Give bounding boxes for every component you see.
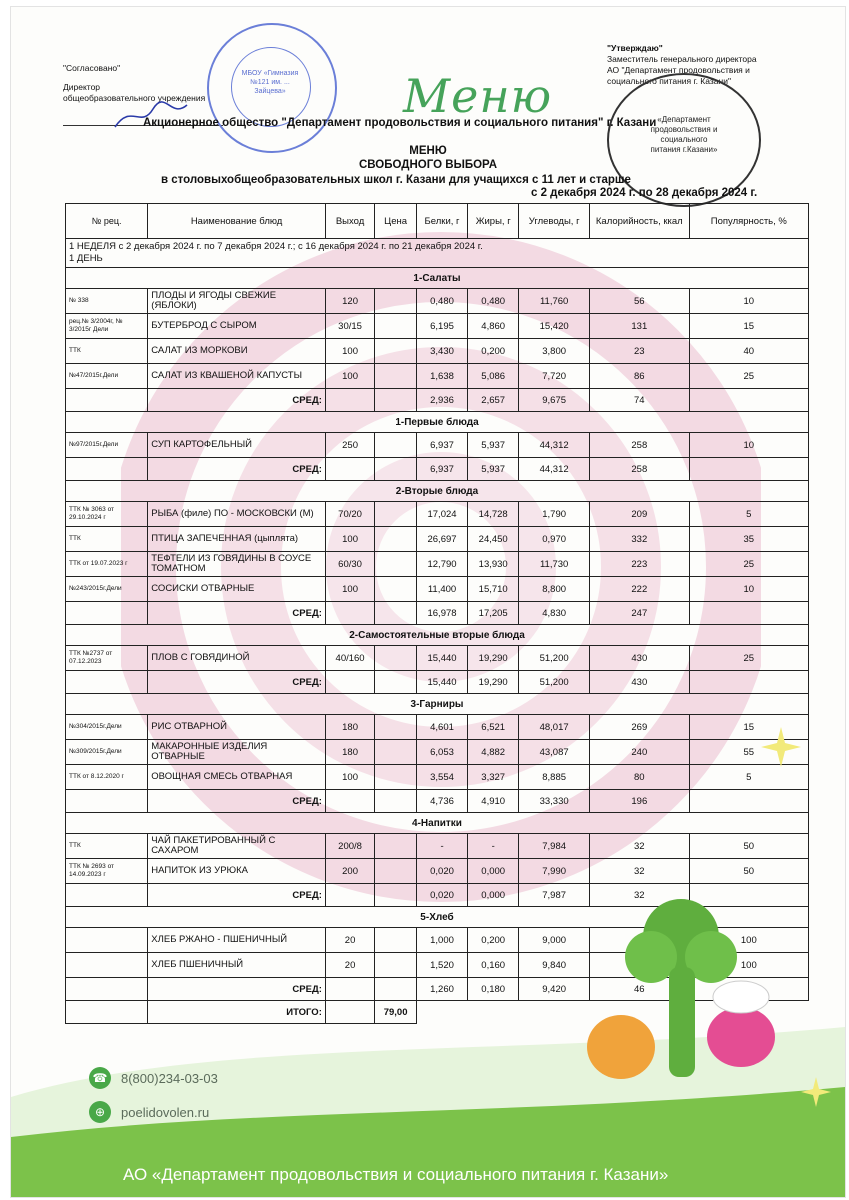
doc-period: с 2 декабря 2024 г. по 28 декабря 2024 г. <box>531 187 758 199</box>
approval-right-line2: Заместитель генерального директора <box>607 54 757 64</box>
dish-name-cell: САЛАТ ИЗ КВАШЕНОЙ КАПУСТЫ <box>148 364 326 389</box>
avg-carbs-cell: 33,330 <box>519 790 590 813</box>
doc-title: МЕНЮ <box>409 145 447 157</box>
table-row <box>66 433 809 458</box>
avg-empty-cell <box>325 671 374 694</box>
avg-label-cell: СРЕД: <box>148 458 326 481</box>
table-row <box>66 859 809 884</box>
price-cell <box>375 314 417 339</box>
carbs-cell: 1,790 <box>519 502 590 527</box>
calories-cell: 332 <box>589 527 689 552</box>
avg-label-cell: СРЕД: <box>148 389 326 412</box>
avg-carbs-cell: 9,675 <box>519 389 590 412</box>
approval-left-line1: "Согласовано" <box>63 63 121 73</box>
col-carbs: Углеводы, г <box>519 204 590 239</box>
table-row <box>66 552 809 577</box>
avg-protein-cell: 0,020 <box>416 884 467 907</box>
avg-empty-cell <box>689 671 808 694</box>
output-cell: 40/160 <box>325 646 374 671</box>
col-name: Наименование блюд <box>148 204 326 239</box>
avg-carbs-cell: 51,200 <box>519 671 590 694</box>
carbs-cell: 7,720 <box>519 364 590 389</box>
approval-right-line1: "Утверждаю" <box>607 43 663 53</box>
output-cell: 100 <box>325 765 374 790</box>
price-cell <box>375 928 417 953</box>
table-row <box>66 364 809 389</box>
recipe-number-cell: ТТК <box>66 834 148 859</box>
price-cell <box>375 953 417 978</box>
table-row <box>66 502 809 527</box>
popularity-cell: 15 <box>689 715 808 740</box>
col-output: Выход <box>325 204 374 239</box>
calories-cell: 258 <box>589 433 689 458</box>
calories-cell: 240 <box>589 740 689 765</box>
col-calories: Калорийность, ккал <box>589 204 689 239</box>
avg-fat-cell: 4,910 <box>468 790 519 813</box>
dish-name-cell: ПТИЦА ЗАПЕЧЕННАЯ (цыплята) <box>148 527 326 552</box>
avg-empty-cell <box>325 389 374 412</box>
dish-name-cell: ОВОЩНАЯ СМЕСЬ ОТВАРНАЯ <box>148 765 326 790</box>
section-header-row <box>66 625 809 646</box>
price-cell <box>375 834 417 859</box>
price-cell <box>375 715 417 740</box>
table-row <box>66 740 809 765</box>
dish-name-cell: РЫБА (филе) ПО - МОСКОВСКИ (М) <box>148 502 326 527</box>
calories-cell: 23 <box>589 339 689 364</box>
total-value-cell: 79,00 <box>375 1001 417 1024</box>
protein-cell: 26,697 <box>416 527 467 552</box>
recipe-number-cell: №97/2015г.Дели <box>66 433 148 458</box>
avg-carbs-cell: 44,312 <box>519 458 590 481</box>
section-header-row <box>66 412 809 433</box>
menu-logo: Меню <box>403 69 553 123</box>
dish-name-cell: СУП КАРТОФЕЛЬНЫЙ <box>148 433 326 458</box>
popularity-cell: 10 <box>689 433 808 458</box>
avg-calories-cell: 258 <box>589 458 689 481</box>
approval-left <box>63 63 205 104</box>
output-cell: 100 <box>325 577 374 602</box>
price-cell <box>375 502 417 527</box>
output-cell: 200/8 <box>325 834 374 859</box>
avg-empty-cell <box>375 790 417 813</box>
popularity-cell: 10 <box>689 577 808 602</box>
protein-cell: 0,480 <box>416 289 467 314</box>
popularity-cell: 50 <box>689 834 808 859</box>
price-cell <box>375 577 417 602</box>
table-row <box>66 646 809 671</box>
price-cell <box>375 339 417 364</box>
protein-cell: 0,020 <box>416 859 467 884</box>
avg-empty-cell <box>325 458 374 481</box>
popularity-cell: 100 <box>689 928 808 953</box>
globe-icon: ⊕ <box>89 1101 111 1123</box>
fat-cell: 0,480 <box>468 289 519 314</box>
website-contact[interactable] <box>89 1101 209 1123</box>
calories-cell: 223 <box>589 552 689 577</box>
average-row <box>66 671 809 694</box>
menu-document <box>10 6 846 1198</box>
output-cell: 100 <box>325 527 374 552</box>
fat-cell: 0,160 <box>468 953 519 978</box>
fat-cell: 0,200 <box>468 339 519 364</box>
fat-cell: 6,521 <box>468 715 519 740</box>
calories-cell: 222 <box>589 577 689 602</box>
avg-calories-cell: 74 <box>589 389 689 412</box>
dish-name-cell: СОСИСКИ ОТВАРНЫЕ <box>148 577 326 602</box>
average-row <box>66 602 809 625</box>
fat-cell: 5,937 <box>468 433 519 458</box>
carbs-cell: 48,017 <box>519 715 590 740</box>
avg-label-cell: СРЕД: <box>148 602 326 625</box>
avg-label-cell: СРЕД: <box>148 790 326 813</box>
section-title: 1-Салаты <box>66 268 809 289</box>
average-row <box>66 790 809 813</box>
carbs-cell: 9,000 <box>519 928 590 953</box>
carbs-cell: 51,200 <box>519 646 590 671</box>
popularity-cell: 25 <box>689 552 808 577</box>
dish-name-cell: ПЛОДЫ И ЯГОДЫ СВЕЖИЕ (ЯБЛОКИ) <box>148 289 326 314</box>
recipe-number-cell: №304/2015г.Дели <box>66 715 148 740</box>
avg-protein-cell: 6,937 <box>416 458 467 481</box>
section-title: 4-Напитки <box>66 813 809 834</box>
protein-cell: 3,554 <box>416 765 467 790</box>
carbs-cell: 7,990 <box>519 859 590 884</box>
carbs-cell: 3,800 <box>519 339 590 364</box>
carbs-cell: 9,840 <box>519 953 590 978</box>
carbs-cell: 15,420 <box>519 314 590 339</box>
avg-fat-cell: 17,205 <box>468 602 519 625</box>
avg-empty-cell <box>689 790 808 813</box>
avg-protein-cell: 1,260 <box>416 978 467 1001</box>
popularity-cell: 100 <box>689 953 808 978</box>
recipe-number-cell: ТТК от 8.12.2020 г <box>66 765 148 790</box>
avg-empty-cell <box>689 458 808 481</box>
avg-label-cell: СРЕД: <box>148 978 326 1001</box>
carbs-cell: 8,800 <box>519 577 590 602</box>
avg-carbs-cell: 9,420 <box>519 978 590 1001</box>
fat-cell: 5,086 <box>468 364 519 389</box>
phone-contact[interactable] <box>89 1067 218 1089</box>
average-row <box>66 458 809 481</box>
organization-title: Акционерное общество "Департамент продовольствия и социального питания" г. Казани <box>143 117 657 129</box>
avg-carbs-cell: 4,830 <box>519 602 590 625</box>
avg-protein-cell: 15,440 <box>416 671 467 694</box>
avg-empty-cell <box>325 602 374 625</box>
avg-calories-cell: 430 <box>589 671 689 694</box>
price-cell <box>375 527 417 552</box>
output-cell: 30/15 <box>325 314 374 339</box>
avg-empty-cell <box>66 790 148 813</box>
carbs-cell: 11,760 <box>519 289 590 314</box>
recipe-number-cell: №243/2015г.Дели <box>66 577 148 602</box>
sparkle-icon <box>761 727 801 767</box>
section-title: 3-Гарниры <box>66 694 809 715</box>
fat-cell: - <box>468 834 519 859</box>
avg-empty-cell <box>66 671 148 694</box>
popularity-cell: 35 <box>689 527 808 552</box>
col-popularity: Популярность, % <box>689 204 808 239</box>
table-row <box>66 715 809 740</box>
dish-name-cell: БУТЕРБРОД С СЫРОМ <box>148 314 326 339</box>
popularity-cell: 10 <box>689 289 808 314</box>
table-row <box>66 577 809 602</box>
col-rec: № рец. <box>66 204 148 239</box>
avg-carbs-cell: 7,987 <box>519 884 590 907</box>
avg-empty-cell <box>375 602 417 625</box>
price-cell <box>375 289 417 314</box>
avg-empty-cell <box>375 458 417 481</box>
popularity-cell: 5 <box>689 765 808 790</box>
calories-cell: 32 <box>589 859 689 884</box>
output-cell: 70/20 <box>325 502 374 527</box>
website-link: poelidovolen.ru <box>121 1104 210 1120</box>
recipe-number-cell: ТТК №2737 от 07.12.2023 <box>66 646 148 671</box>
avg-empty-cell <box>375 671 417 694</box>
carbs-cell: 44,312 <box>519 433 590 458</box>
avg-empty-cell <box>375 884 417 907</box>
fat-cell: 15,710 <box>468 577 519 602</box>
avg-calories-cell: 247 <box>589 602 689 625</box>
section-title: 5-Хлеб <box>66 907 809 928</box>
section-title: 2-Вторые блюда <box>66 481 809 502</box>
output-cell: 120 <box>325 289 374 314</box>
calories-cell: 430 <box>589 646 689 671</box>
output-cell: 20 <box>325 928 374 953</box>
dish-name-cell: НАПИТОК ИЗ УРЮКА <box>148 859 326 884</box>
carbs-cell: 8,885 <box>519 765 590 790</box>
price-cell <box>375 364 417 389</box>
table-header-row <box>66 204 809 239</box>
fat-cell: 13,930 <box>468 552 519 577</box>
avg-fat-cell: 2,657 <box>468 389 519 412</box>
output-cell: 180 <box>325 715 374 740</box>
protein-cell: 6,053 <box>416 740 467 765</box>
avg-calories-cell: 46 <box>589 978 689 1001</box>
popularity-cell: 5 <box>689 502 808 527</box>
avg-empty-cell <box>375 389 417 412</box>
avg-empty-cell <box>689 389 808 412</box>
calories-cell: 86 <box>589 364 689 389</box>
avg-protein-cell: 4,736 <box>416 790 467 813</box>
week-cell <box>66 239 809 268</box>
protein-cell: 4,601 <box>416 715 467 740</box>
recipe-number-cell: ТТК № 3063 от 29.10.2024 г <box>66 502 148 527</box>
total-label-cell: ИТОГО: <box>148 1001 326 1024</box>
protein-cell: 11,400 <box>416 577 467 602</box>
section-title: 2-Самостоятельные вторые блюда <box>66 625 809 646</box>
section-header-row <box>66 268 809 289</box>
avg-empty-cell <box>66 458 148 481</box>
fat-cell: 24,450 <box>468 527 519 552</box>
approval-left-line3: общеобразовательного учреждения <box>63 93 206 103</box>
table-row <box>66 765 809 790</box>
recipe-number-cell: ТТК <box>66 527 148 552</box>
dish-name-cell: САЛАТ ИЗ МОРКОВИ <box>148 339 326 364</box>
calories-cell: 56 <box>589 289 689 314</box>
recipe-number-cell: ТТК от 19.07.2023 г <box>66 552 148 577</box>
dish-name-cell: ХЛЕБ ПШЕНИЧНЫЙ <box>148 953 326 978</box>
avg-label-cell: СРЕД: <box>148 884 326 907</box>
protein-cell: 6,195 <box>416 314 467 339</box>
day-line: 1 ДЕНЬ <box>69 253 103 264</box>
doc-subtitle: СВОБОДНОГО ВЫБОРА <box>358 159 498 171</box>
calories-cell: 131 <box>589 314 689 339</box>
protein-cell: 1,520 <box>416 953 467 978</box>
dish-name-cell: МАКАРОННЫЕ ИЗДЕЛИЯ ОТВАРНЫЕ <box>148 740 326 765</box>
average-row <box>66 389 809 412</box>
output-cell: 100 <box>325 339 374 364</box>
calories-cell: 80 <box>589 765 689 790</box>
avg-empty-cell <box>66 602 148 625</box>
section-header-row <box>66 813 809 834</box>
approval-right <box>607 43 837 87</box>
output-cell: 250 <box>325 433 374 458</box>
dish-name-cell: РИС ОТВАРНОЙ <box>148 715 326 740</box>
fat-cell: 0,000 <box>468 859 519 884</box>
recipe-number-cell: ТТК № 2693 от 14.09.2023 г <box>66 859 148 884</box>
section-header-row <box>66 694 809 715</box>
col-price: Цена <box>375 204 417 239</box>
approval-right-line4: социального питания г. Казани" <box>607 76 731 86</box>
avg-empty-cell <box>689 602 808 625</box>
week-row <box>66 239 809 268</box>
avg-fat-cell: 0,000 <box>468 884 519 907</box>
avg-fat-cell: 0,180 <box>468 978 519 1001</box>
avg-empty-cell <box>325 884 374 907</box>
table-row <box>66 339 809 364</box>
fat-cell: 4,882 <box>468 740 519 765</box>
phone-icon: ☎ <box>89 1067 111 1089</box>
output-cell: 180 <box>325 740 374 765</box>
fat-cell: 14,728 <box>468 502 519 527</box>
price-cell <box>375 765 417 790</box>
avg-calories-cell: 32 <box>589 884 689 907</box>
approval-left-line2: Директор <box>63 82 101 92</box>
output-cell: 60/30 <box>325 552 374 577</box>
protein-cell: 12,790 <box>416 552 467 577</box>
popularity-cell: 50 <box>689 859 808 884</box>
output-cell: 200 <box>325 859 374 884</box>
avg-fat-cell: 5,937 <box>468 458 519 481</box>
carbs-cell: 7,984 <box>519 834 590 859</box>
recipe-number-cell: № 338 <box>66 289 148 314</box>
section-title: 1-Первые блюда <box>66 412 809 433</box>
table-row <box>66 834 809 859</box>
avg-empty-cell <box>66 978 148 1001</box>
approval-right-line3: АО "Департамент продовольствия и <box>607 65 750 75</box>
footer-company-name: АО «Департамент продовольствия и социального питания г. Казани» <box>123 1165 669 1184</box>
protein-cell: - <box>416 834 467 859</box>
table-row <box>66 289 809 314</box>
protein-cell: 15,440 <box>416 646 467 671</box>
recipe-number-cell: рец.№ 3/2004г, № 3/2015г Дели <box>66 314 148 339</box>
recipe-number-cell: ТТК <box>66 339 148 364</box>
recipe-number-cell <box>66 928 148 953</box>
dish-name-cell: ЧАЙ ПАКЕТИРОВАННЫЙ С САХАРОМ <box>148 834 326 859</box>
carbs-cell: 43,087 <box>519 740 590 765</box>
avg-calories-cell: 196 <box>589 790 689 813</box>
carbs-cell: 11,730 <box>519 552 590 577</box>
fat-cell: 3,327 <box>468 765 519 790</box>
dish-name-cell: ХЛЕБ РЖАНО - ПШЕНИЧНЫЙ <box>148 928 326 953</box>
table-row <box>66 314 809 339</box>
table-row <box>66 527 809 552</box>
fat-cell: 19,290 <box>468 646 519 671</box>
avg-protein-cell: 2,936 <box>416 389 467 412</box>
output-cell: 100 <box>325 364 374 389</box>
school-stamp <box>207 23 337 153</box>
phone-number: 8(800)234-03-03 <box>121 1070 218 1086</box>
avg-empty-cell <box>375 978 417 1001</box>
avg-empty-cell <box>325 978 374 1001</box>
dish-name-cell: ТЕФТЕЛИ ИЗ ГОВЯДИНЫ В СОУСЕ ТОМАТНОМ <box>148 552 326 577</box>
price-cell <box>375 859 417 884</box>
col-protein: Белки, г <box>416 204 467 239</box>
calories-cell: 269 <box>589 715 689 740</box>
vegetable-characters-illustration <box>581 897 781 1117</box>
sparkle-icon-2 <box>801 1077 831 1107</box>
avg-protein-cell: 16,978 <box>416 602 467 625</box>
popularity-cell: 25 <box>689 364 808 389</box>
avg-fat-cell: 19,290 <box>468 671 519 694</box>
carbs-cell: 0,970 <box>519 527 590 552</box>
price-cell <box>375 646 417 671</box>
calories-cell: 209 <box>589 502 689 527</box>
price-cell <box>375 433 417 458</box>
output-cell: 20 <box>325 953 374 978</box>
doc-audience: в столовыхобщеобразовательных школ г. Казани для учащихся с 11 лет и старше <box>161 174 631 186</box>
protein-cell: 6,937 <box>416 433 467 458</box>
protein-cell: 17,024 <box>416 502 467 527</box>
protein-cell: 3,430 <box>416 339 467 364</box>
col-fat: Жиры, г <box>468 204 519 239</box>
price-cell <box>375 740 417 765</box>
section-header-row <box>66 481 809 502</box>
recipe-number-cell: №309/2015г.Дели <box>66 740 148 765</box>
avg-empty-cell <box>66 884 148 907</box>
fat-cell: 0,200 <box>468 928 519 953</box>
calories-cell: 32 <box>589 834 689 859</box>
recipe-number-cell <box>66 953 148 978</box>
popularity-cell: 25 <box>689 646 808 671</box>
week-line: 1 НЕДЕЛЯ с 2 декабря 2024 г. по 7 декабря 2024 г.; с 16 декабря 2024 г. по 21 декабря 2024 г. <box>69 241 483 252</box>
protein-cell: 1,000 <box>416 928 467 953</box>
popularity-cell: 55 <box>689 740 808 765</box>
dish-name-cell: ПЛОВ С ГОВЯДИНОЙ <box>148 646 326 671</box>
school-stamp-text: МБОУ «Гимназия №121 им. ... Зайцева» <box>241 70 299 95</box>
popularity-cell: 15 <box>689 314 808 339</box>
avg-empty-cell <box>66 389 148 412</box>
company-stamp-text: «Департамент продовольствия и социального питания г.Казани» <box>650 115 718 154</box>
avg-label-cell: СРЕД: <box>148 671 326 694</box>
fat-cell: 4,860 <box>468 314 519 339</box>
price-cell <box>375 552 417 577</box>
protein-cell: 1,638 <box>416 364 467 389</box>
popularity-cell: 40 <box>689 339 808 364</box>
recipe-number-cell: №47/2015г.Дели <box>66 364 148 389</box>
avg-empty-cell <box>325 790 374 813</box>
